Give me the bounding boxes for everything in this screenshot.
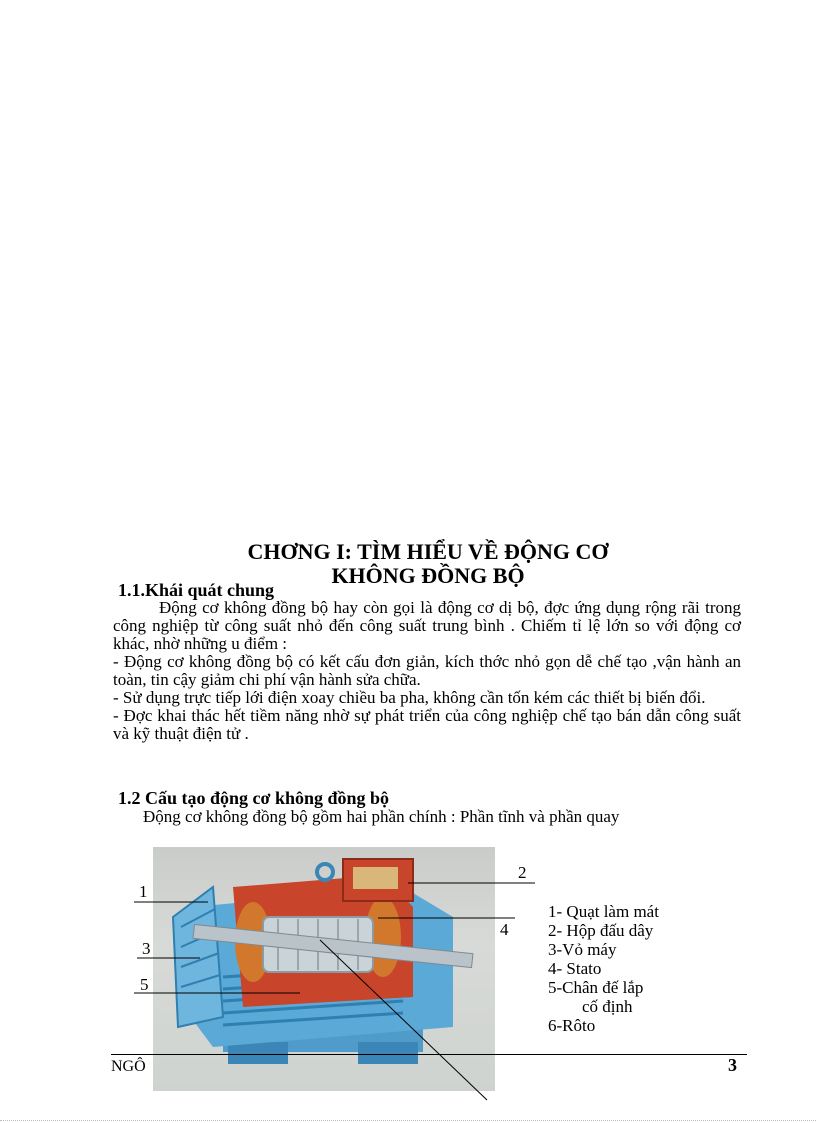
callout-3: 3 [142,939,151,958]
section-1-bullet-3: - Đợc khai thác hết tiềm năng nhờ sự phát triển của công nghiệp chế tạo bán dẫn công suất và kỹ thuật điện tử . [113,706,741,743]
section-1-heading: 1.1.Khái quát chung [118,580,275,600]
legend-item-2: 2- Hộp đấu dây [548,921,654,940]
chapter-title-line1: CHƠNG I: TÌM HIỂU VỀ ĐỘNG CƠ [247,539,609,564]
chapter-title-line2: KHÔNG ĐỒNG BỘ [331,563,525,588]
legend-item-6: 6-Rôto [548,1016,596,1035]
legend-item-1: 1- Quạt làm mát [548,902,659,921]
legend-item-4: 4- Stato [548,959,602,978]
section-1-body [113,599,741,743]
callout-2: 2 [518,863,527,882]
section-1-intro [113,599,741,653]
figure-legend [548,902,659,1035]
callout-1: 1 [139,882,148,901]
page-number: 3 [728,1055,737,1075]
footer-left-text: NGÔ [111,1058,146,1075]
motor-foot-left [228,1042,288,1064]
legend-item-5: 5-Chân đế lắp [548,978,644,997]
section-1-bullet-2: - Sử dụng trực tiếp lới điện xoay chiều ba pha, không cần tốn kém các thiết bị biến đổi. [113,688,706,707]
section-2-intro: Động cơ không đồng bộ gồm hai phần chính : Phần tĩnh và phần quay [143,807,620,826]
page-bottom-edge [0,1120,816,1121]
section-2-heading: 1.2 Cấu tạo động cơ không đồng bộ [118,788,390,808]
motor-foot-right [358,1042,418,1064]
section-1-bullet-1: - Động cơ không đồng bộ có kết cấu đơn giản, kích thớc nhỏ gọn dễ chế tạo ,vận hành an toàn, tin cậy giảm chi phí vận hành sửa chữa. [113,652,741,689]
section-1-intro-text: Động cơ không đồng bộ hay còn gọi là động cơ dị bộ, đợc ứng dụng rộng rãi trong công nghiệp từ công suất nhỏ đến công suất trung bình . Chiếm tỉ lệ lớn so với động cơ khác, nhờ những u điểm : [113,598,741,653]
lifting-eye [317,864,333,880]
legend-item-5-cont: cố định [582,997,633,1016]
terminal-block [353,867,398,889]
fan-cover [173,887,223,1027]
callout-4: 4 [500,920,509,939]
callout-5: 5 [140,975,149,994]
footer-rule [111,1054,747,1055]
legend-item-3: 3-Vỏ máy [548,940,617,959]
